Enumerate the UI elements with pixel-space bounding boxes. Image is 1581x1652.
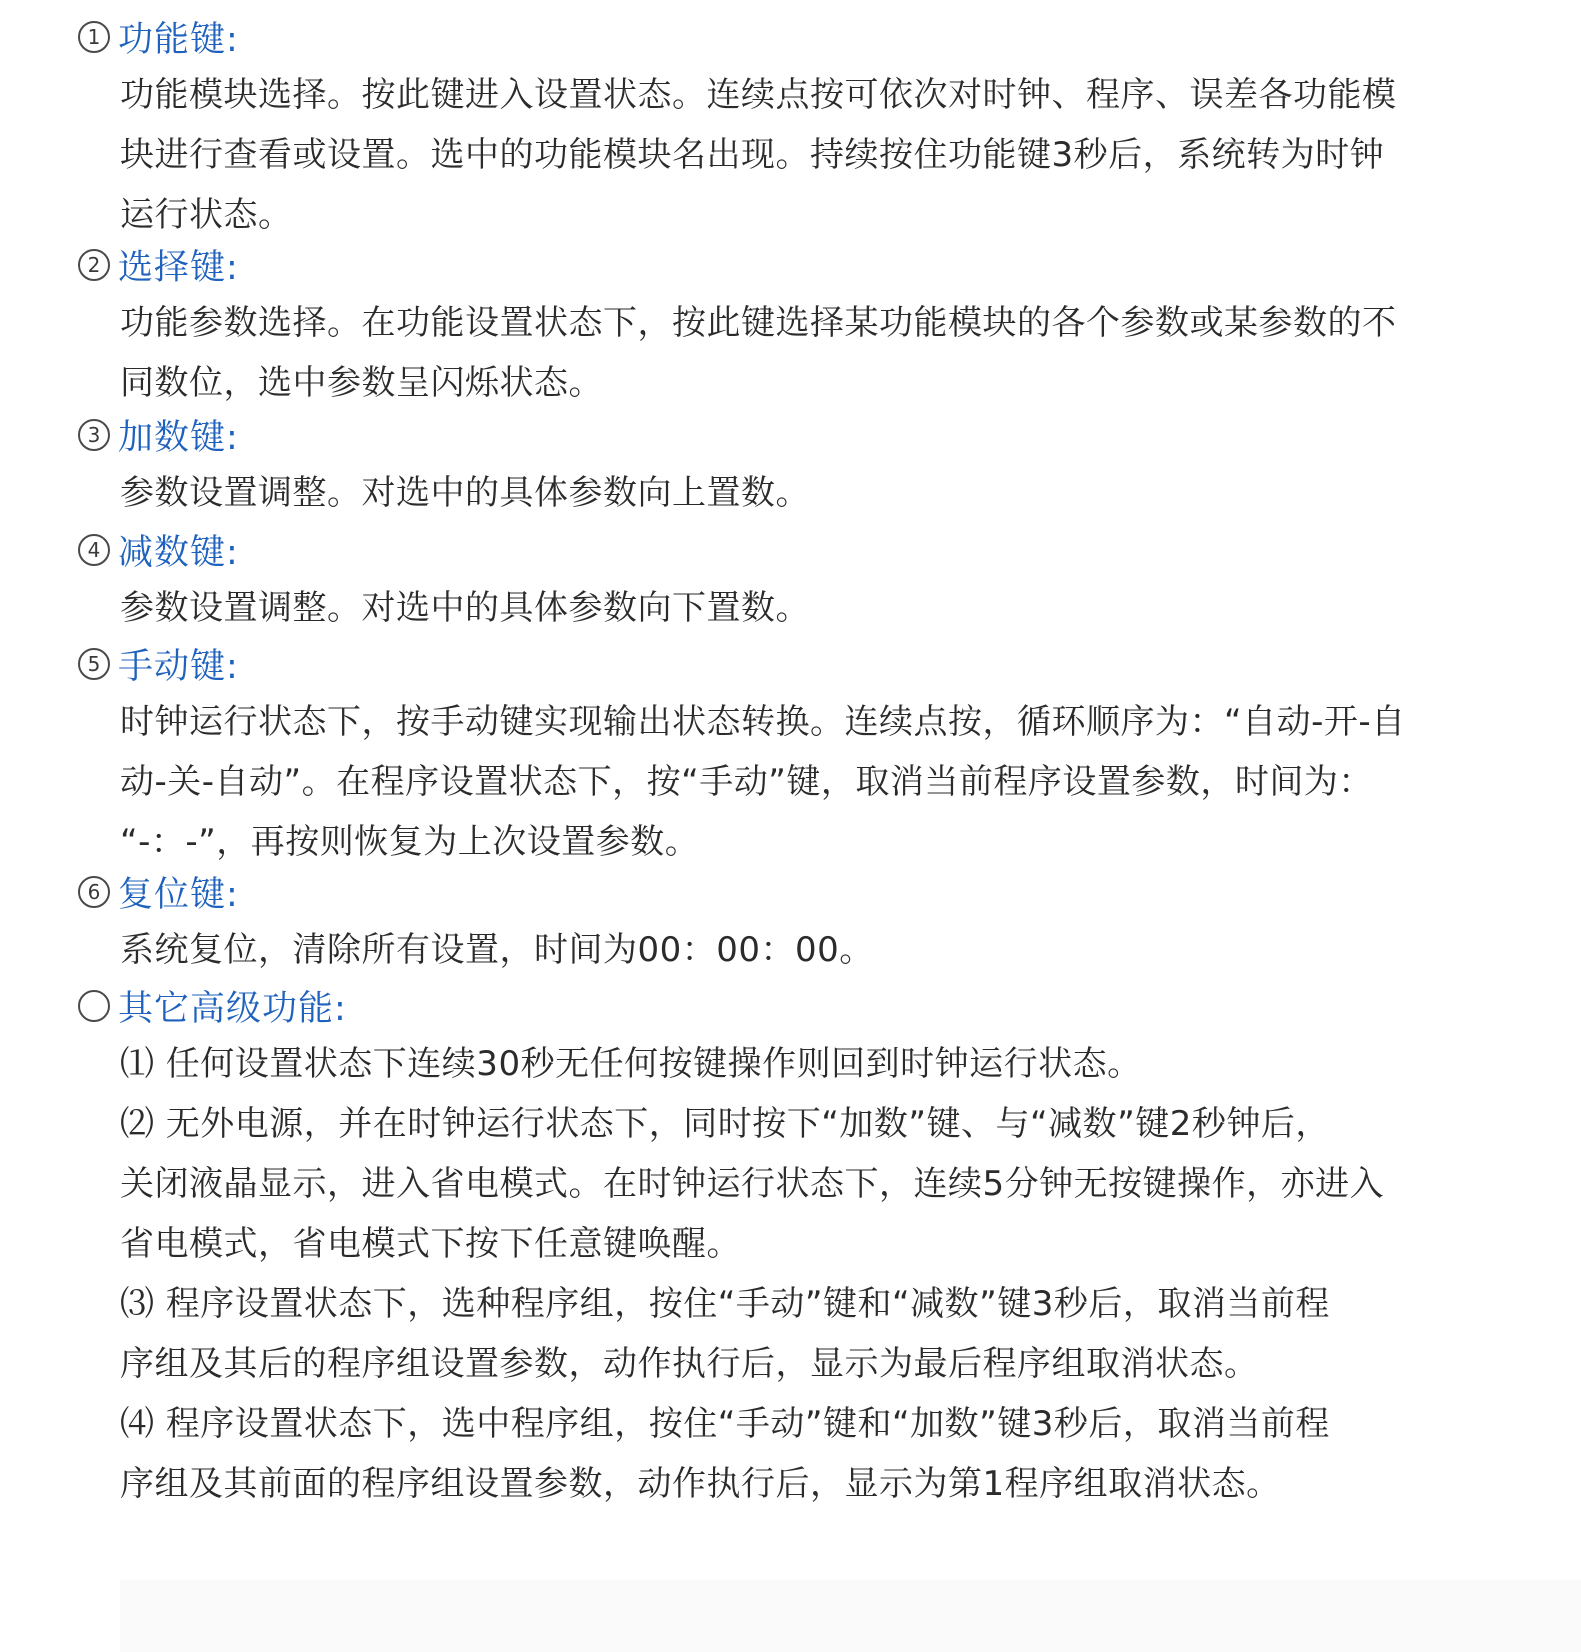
body-line: ⑷ 程序设置状态下，选中程序组，按住“手动”键和“加数”键3秒后，取消当前程 bbox=[120, 1404, 1330, 1444]
body-line: 块进行查看或设置。选中的功能模块名出现。持续按住功能键3秒后，系统转为时钟 bbox=[120, 135, 1385, 175]
body-line: ⑴ 任何设置状态下连续30秒无任何按键操作则回到时钟运行状态。 bbox=[120, 1044, 1142, 1084]
section-title: 加数键: bbox=[118, 418, 239, 458]
body-line: 序组及其后的程序组设置参数，动作执行后，显示为最后程序组取消状态。 bbox=[120, 1344, 1259, 1384]
section-heading bbox=[78, 641, 239, 687]
body-line: 系统复位，清除所有设置，时间为00：00：00。 bbox=[120, 930, 874, 970]
body-line: 动-关-自动”。在程序设置状态下，按“手动”键，取消当前程序设置参数，时间为： bbox=[120, 762, 1373, 802]
section-body bbox=[120, 1034, 1480, 1514]
body-line: 序组及其前面的程序组设置参数，动作执行后，显示为第1程序组取消状态。 bbox=[120, 1464, 1281, 1504]
body-line: ⑶ 程序设置状态下，选种程序组，按住“手动”键和“减数”键3秒后，取消当前程 bbox=[120, 1284, 1330, 1324]
section-title: 其它高级功能: bbox=[118, 989, 347, 1029]
section-heading bbox=[78, 983, 347, 1029]
circled-number-6: 6 bbox=[78, 876, 110, 908]
section-body bbox=[120, 293, 1480, 413]
circled-number-4: 4 bbox=[78, 534, 110, 566]
body-line: 参数设置调整。对选中的具体参数向下置数。 bbox=[120, 588, 810, 628]
body-line: 省电模式，省电模式下按下任意键唤醒。 bbox=[120, 1224, 741, 1264]
section-body bbox=[120, 578, 1480, 638]
section-body bbox=[120, 920, 1480, 980]
body-line: “-：-”，再按则恢复为上次设置参数。 bbox=[120, 822, 700, 862]
section-title: 选择键: bbox=[118, 248, 239, 288]
section-body bbox=[120, 692, 1480, 872]
circled-number-2: 2 bbox=[78, 249, 110, 281]
body-line: 关闭液晶显示，进入省电模式。在时钟运行状态下，连续5分钟无按键操作，亦进入 bbox=[120, 1164, 1385, 1204]
body-line: 功能模块选择。按此键进入设置状态。连续点按可依次对时钟、程序、误差各功能模 bbox=[120, 75, 1397, 115]
body-line: 运行状态。 bbox=[120, 195, 293, 235]
circled-number-5: 5 bbox=[78, 648, 110, 680]
section-heading bbox=[78, 869, 239, 915]
section-heading bbox=[78, 412, 239, 458]
section-heading bbox=[78, 242, 239, 288]
section-title: 功能键: bbox=[118, 20, 239, 60]
section-body bbox=[120, 463, 1480, 523]
section-heading bbox=[78, 527, 239, 573]
circled-number-3: 3 bbox=[78, 419, 110, 451]
body-line: 同数位，选中参数呈闪烁状态。 bbox=[120, 363, 603, 403]
circled-number-1: 1 bbox=[78, 21, 110, 53]
section-title: 手动键: bbox=[118, 647, 239, 687]
body-line: 功能参数选择。在功能设置状态下，按此键选择某功能模块的各个参数或某参数的不 bbox=[120, 303, 1397, 343]
body-line: 参数设置调整。对选中的具体参数向上置数。 bbox=[120, 473, 810, 513]
body-line: ⑵ 无外电源，并在时钟运行状态下，同时按下“加数”键、与“减数”键2秒钟后， bbox=[120, 1104, 1330, 1144]
section-body bbox=[120, 65, 1480, 245]
empty-circle-icon bbox=[78, 990, 110, 1022]
section-title: 复位键: bbox=[118, 875, 239, 915]
body-line: 时钟运行状态下，按手动键实现输出状态转换。连续点按，循环顺序为：“自动-开-自 bbox=[120, 702, 1406, 742]
section-heading bbox=[78, 14, 239, 60]
bottom-shade bbox=[120, 1580, 1581, 1652]
section-title: 减数键: bbox=[118, 533, 239, 573]
